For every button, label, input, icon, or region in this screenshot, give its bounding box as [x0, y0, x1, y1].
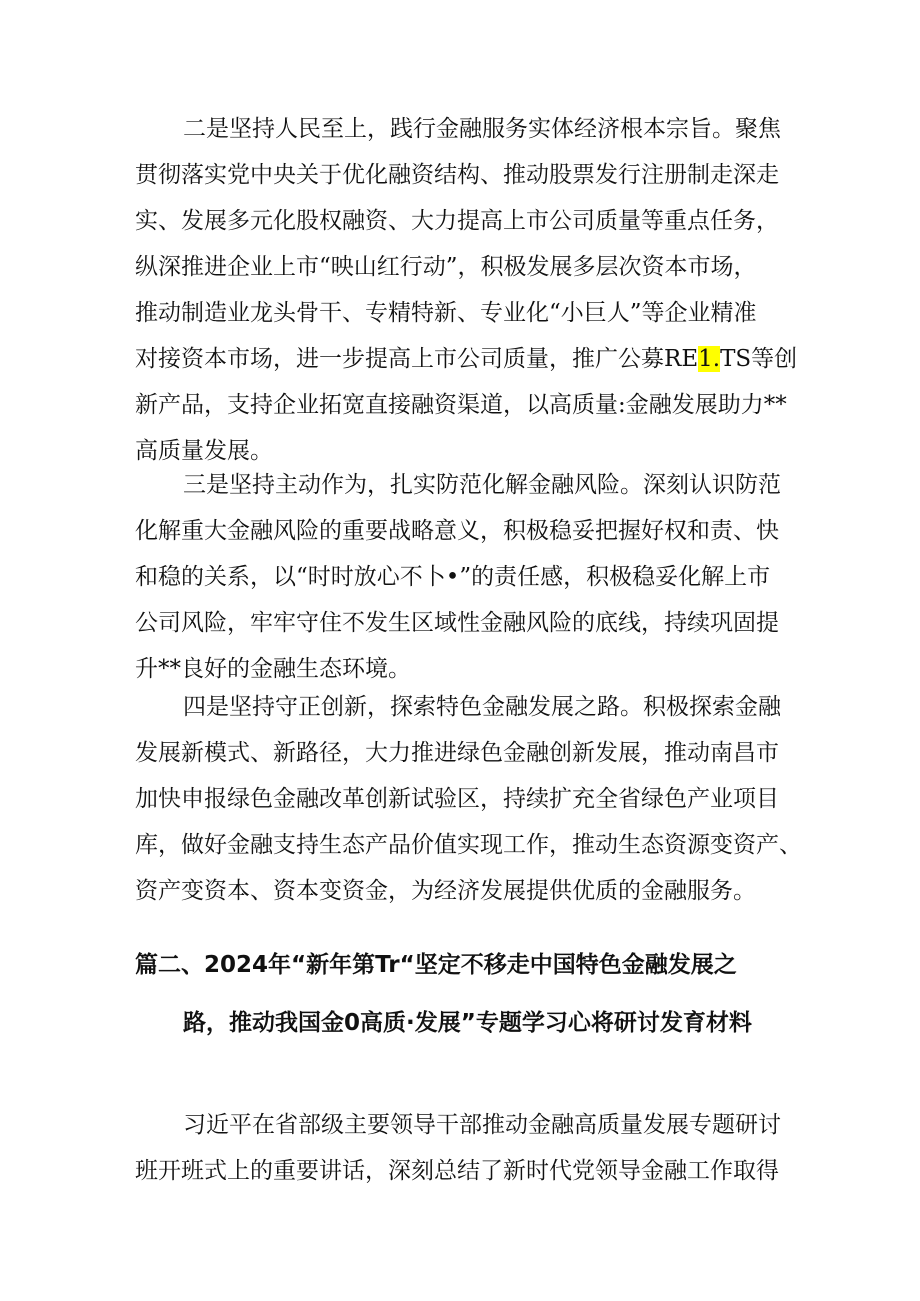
text-before-highlight: 对接资本市场，进一步提高上市公司质量，推广公募RE — [135, 346, 699, 372]
paragraph-line: 新产品，支持企业拓宽直接融资渠道，以高质量:金融发展助力** — [135, 392, 787, 418]
paragraph-line: 升**良好的金融生态环境。 — [135, 656, 411, 682]
paragraph-people-first — [135, 106, 798, 474]
paragraph-line: 加快申报绿色金融改革创新试验区，持续扩充全省绿色产业项目 — [135, 786, 779, 812]
paragraph-line: 和稳的关系，以“时时放心不卜•”的责任感，积极稳妥化解上市 — [135, 564, 771, 590]
paragraph-line: 发展新模式、新路径，大力推进绿色金融创新发展，推动南昌市 — [135, 740, 779, 766]
paragraph-line: 公司风险，牢牢守住不发生区域性金融风险的底线，持续巩固提 — [135, 610, 779, 636]
paragraph-line: 班开班式上的重要讲话，深刻总结了新时代党领导金融工作取得 — [135, 1158, 779, 1184]
article-body — [135, 1102, 795, 1194]
paragraph-risk-prevention — [135, 462, 795, 692]
paragraph-innovation — [135, 684, 802, 914]
paragraph-line: 高质量发展。 — [135, 438, 273, 464]
text-after-highlight: TS等创 — [720, 346, 798, 372]
paragraph-line: 习近平在省部级主要领导干部推动金融高质量发展专题研讨 — [183, 1112, 781, 1138]
highlighted-text: 1. — [698, 346, 721, 372]
paragraph-line: 四是坚持守正创新，探索特色金融发展之路。积极探索金融 — [183, 694, 781, 720]
paragraph-line: 库，做好金融支持生态产品价值实现工作，推动生态资源变资产、 — [135, 832, 802, 858]
paragraph-line: 三是坚持主动作为，扎实防范化解金融风险。深刻认识防范 — [183, 472, 781, 498]
paragraph-line: 资产变资本、资本变资金，为经济发展提供优质的金融服务。 — [135, 878, 756, 904]
article-title-line-2: 路，推动我国金0高质·发展”专题学习心将研讨发育材料 — [183, 1010, 752, 1036]
paragraph-line: 实、发展多元化股权融资、大力提高上市公司质量等重点任务， — [135, 208, 779, 234]
paragraph-line: 贯彻落实党中央关于优化融资结构、推动股票发行注册制走深走 — [135, 162, 779, 188]
paragraph-line-with-highlight — [135, 336, 798, 382]
article-title-line-1: 篇二、2024年“新年第Tr“坚定不移走中国特色金融发展之 — [135, 952, 737, 978]
paragraph-line: 推动制造业龙头骨干、专精特新、专业化“小巨人”等企业精准 — [135, 300, 757, 326]
paragraph-line: 化解重大金融风险的重要战略意义，积极稳妥把握好权和责、快 — [135, 518, 779, 544]
paragraph-line: 纵深推进企业上市“映山红行动”，积极发展多层次资本市场， — [135, 254, 757, 280]
paragraph-line: 二是坚持人民至上，践行金融服务实体经济根本宗旨。聚焦 — [183, 116, 781, 142]
